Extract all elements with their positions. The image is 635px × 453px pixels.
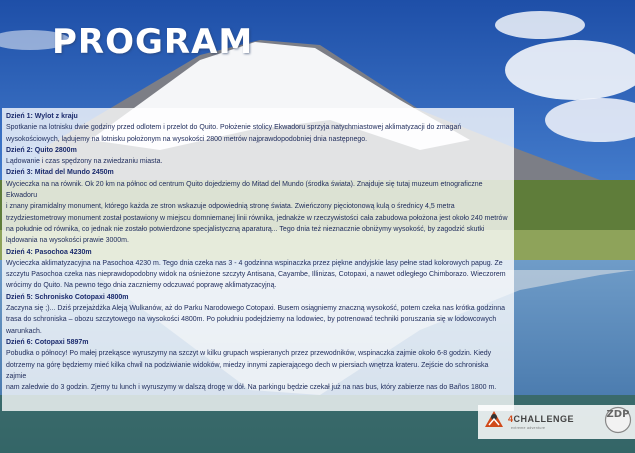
day-text-line: warunkach. <box>6 327 42 335</box>
day-text-line: nam zaledwie do 3 godzin. Zjemy tu lunch i wyruszymy w dalszą drogę w dół. Na parkingu będzie czekał już na nas bus, który zabierze nas do Baños 1800 m. <box>6 384 497 392</box>
day-text-line: Lądowanie i czas spędzony na zwiedzaniu miasta. <box>6 158 163 166</box>
brand-number: 4 <box>508 414 514 424</box>
climber-icon <box>481 407 507 431</box>
brand-tagline: extreme adventure <box>511 426 546 430</box>
day-text-line: trzydziestometrowy monument został postawiony w miejscu domniemanej linii równika, jednakże w rzeczywistości cała zabudowa położona jest około 240 metrów <box>6 214 508 222</box>
day-title: Dzień 5: Schronisko Cotopaxi 4800m <box>6 293 129 301</box>
day-text-line: Pobudka o północy! Po małej przekąsce wyruszymy na szczyt w kilku grupach wspieranych przez przewodników, wspinaczka zajmie około 6-8 godzin. Kiedy <box>6 350 492 358</box>
day-title: Dzień 3: Mitad del Mundo 2450m <box>6 169 114 177</box>
day-title: Dzień 2: Quito 2800m <box>6 146 77 154</box>
page-title: PROGRAM <box>52 22 254 62</box>
day-text-line: wysokościowych, lądujemy na lotnisku położonym na wysokości 2800 metrów najprawdopodobniej dnia następnego. <box>6 135 368 143</box>
day-text-line: Wycieczka na na równik. Ok 20 km na północ od centrum Quito dojedziemy do Mitad del Mundo (środka świata). Znajduje się tutaj muzeum etnograficzne Ekwadoru <box>6 180 483 200</box>
day-text-line: wrócimy do Quito. Na pewno tego dnia zaczniemy odczuwać poprawę aklimatyzacyjną. <box>6 282 277 290</box>
day-text-line: dotrzemy na górę będziemy mieć kilka chwil na podziwianie widoków, miedzy innymi zapierającego dech w piersiach wnętrza krateru. Zejście do schroniska zajmie <box>6 361 489 380</box>
day-title: Dzień 6: Cotopaxi 5897m <box>6 338 89 346</box>
day-text-line: Spotkanie na lotnisku dwie godziny przed odlotem i przelot do Quito. Położenie stolicy Ekwadoru sprzyja natychmiastowej aklimatyzacji do zmagań <box>6 124 462 132</box>
badge-label: ZDP <box>606 409 630 420</box>
brand-word: CHALLENGE <box>513 414 575 424</box>
day-text-line: na południe od równika, co jednak nie zostało potwierdzone specjalistyczną aparaturą... Tego dnia też nieznacznie obniżymy wysokość, by zagodzić skutki <box>6 225 485 233</box>
day-text-line: szczytu Pasochoa czeka nas nieprawdopodobny widok na ośnieżone szczyty Antisana, Cayambe, Illinizas, Cotopaxi, a nawet odległego Chimborazo. Wieczorem <box>6 271 506 279</box>
program-content <box>6 111 510 393</box>
day-text-line: Wycieczka aklimatyzacyjna na Pasochoa 4230 m. Tego dnia czeka nas 3 - 4 godzinna wspinaczka przez piękne andyjskie lasy pełne stad kolorowych papug. Ze <box>6 259 503 267</box>
day-text-line: lądowania na wysokości prawie 3000m. <box>6 237 129 245</box>
day-title: Dzień 4: Pasochoa 4230m <box>6 248 92 256</box>
brand-logo <box>508 414 574 424</box>
day-title: Dzień 1: Wylot z kraju <box>6 113 78 120</box>
day-text-line: i znany piramidalny monument, którego każda ze stron wskazuje odpowiednią stronę świata. Zwieńczony pięciotonową kulą o średnicy 4,5 metra <box>6 203 455 211</box>
day-text-line: trasa do schroniska – obozu szczytowego na wysokości 4800m. Po południu podejdziemy na lodowiec, by potrenować techniki poruszania się w lodowcowych <box>6 316 497 324</box>
day-text-line: Zaczyna się ;)... Dziś przejażdżka Aleją Wulkanów, aż do Parku Narodowego Cotopaxi. Busem osiągniemy znaczną wysokość, potem czeka nas krótka godzinna <box>6 305 506 313</box>
